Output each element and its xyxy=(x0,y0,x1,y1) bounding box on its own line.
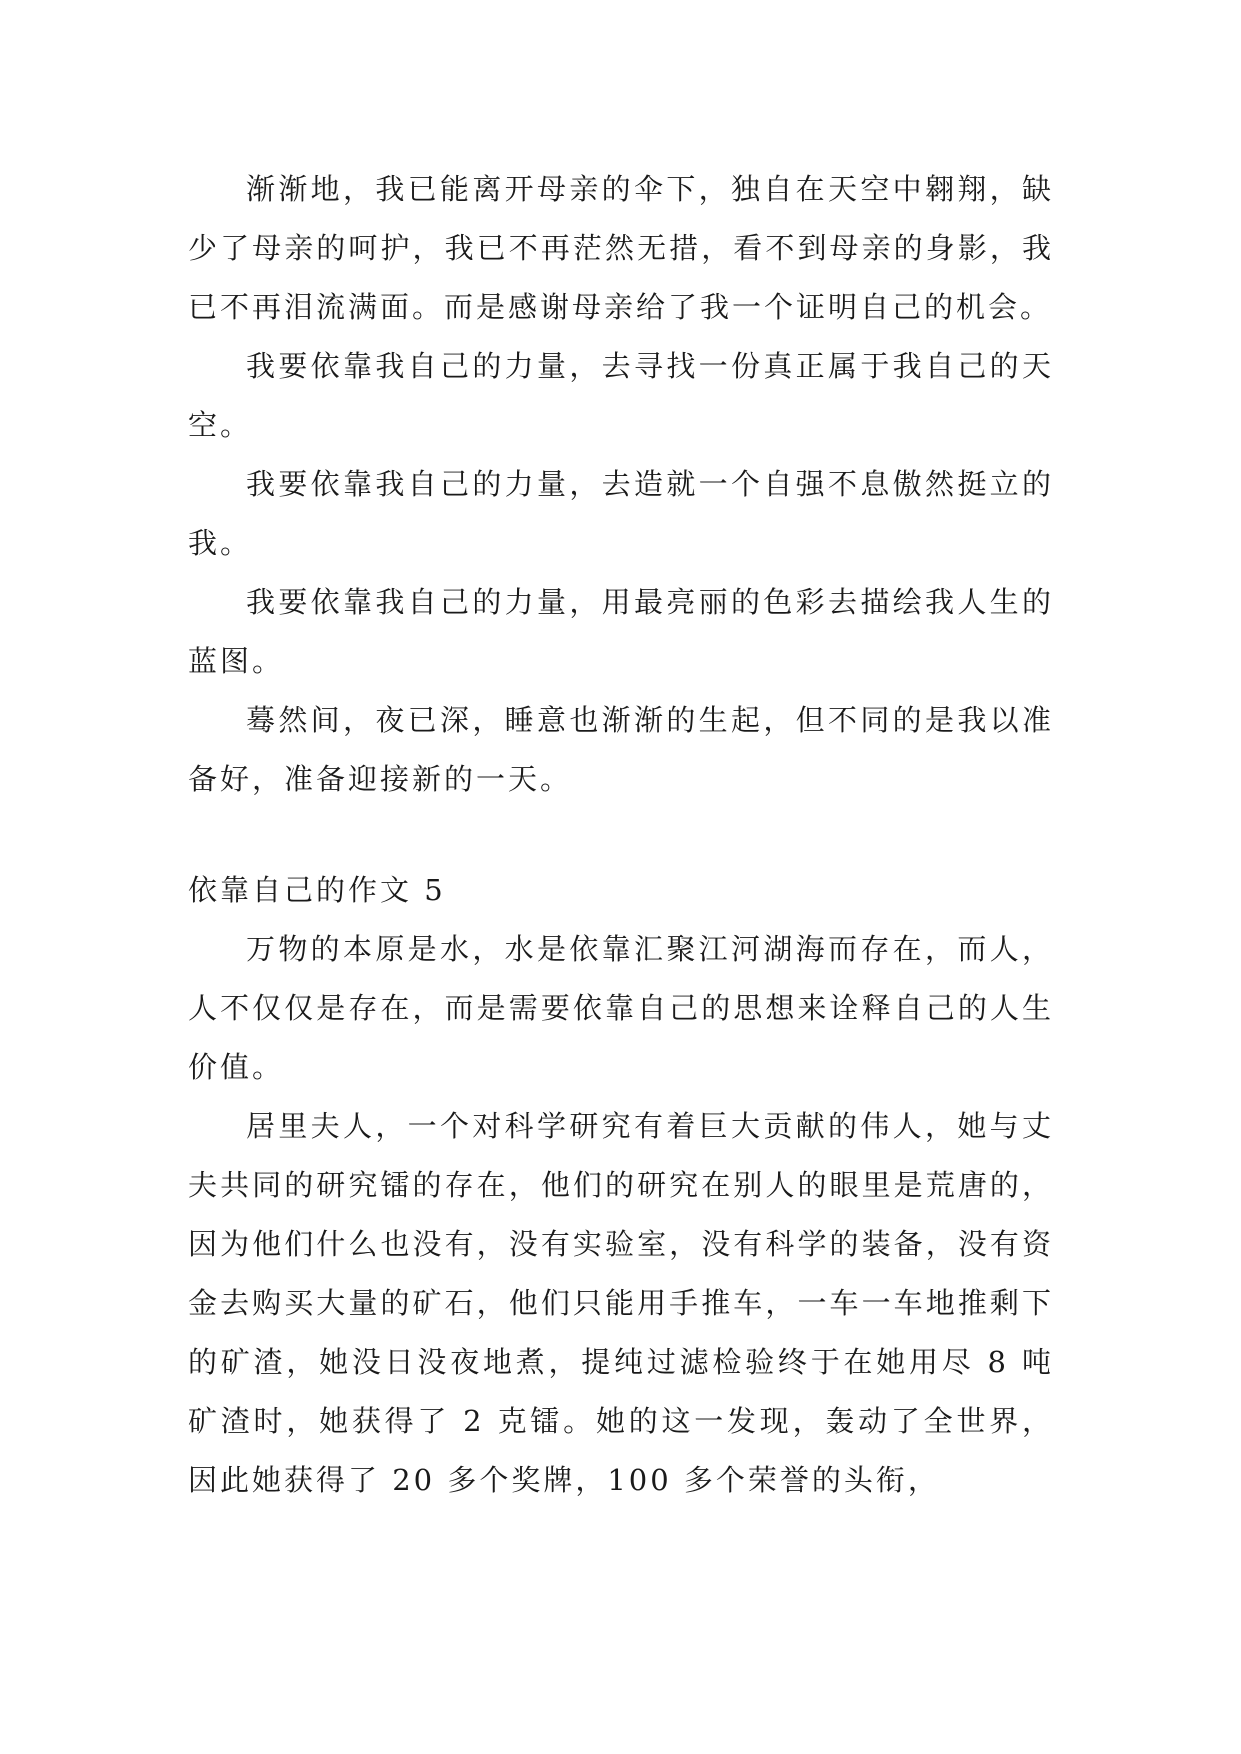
paragraph: 万物的本原是水，水是依靠汇聚江河湖海而存在，而人，人不仅仅是存在，而是需要依靠自己的思想来诠释自己的人生价值。 xyxy=(188,932,1054,1084)
paragraph: 我要依靠我自己的力量，去造就一个自强不息傲然挺立的我。 xyxy=(188,467,1054,560)
paragraph: 蓦然间，夜已深，睡意也渐渐的生起，但不同的是我以准备好，准备迎接新的一天。 xyxy=(188,703,1054,796)
paragraph: 我要依靠我自己的力量，用最亮丽的色彩去描绘我人生的蓝图。 xyxy=(188,585,1054,678)
section-title: 依靠自己的作文 5 xyxy=(188,873,446,907)
paragraph: 渐渐地，我已能离开母亲的伞下，独自在天空中翱翔，缺少了母亲的呵护，我已不再茫然无措，看不到母亲的身影，我已不再泪流满面。而是感谢母亲给了我一个证明自己的机会。 xyxy=(188,172,1054,324)
paragraph: 居里夫人，一个对科学研究有着巨大贡献的伟人，她与丈夫共同的研究镭的存在，他们的研究在别人的眼里是荒唐的，因为他们什么也没有，没有实验室，没有科学的装备，没有资金去购买大量的矿石，他们只能用手推车，一车一车地推剩下的矿渣，她没日没夜地煮，提纯过滤检验终于在她用尽 8 吨矿渣时，她获得了 2 克镭。她的这一发现，轰动了全世界，因此她获得了 20 多个奖牌，100 多个荣誉的头衔， xyxy=(188,1109,1054,1497)
document-body xyxy=(188,160,1054,1510)
paragraph: 我要依靠我自己的力量，去寻找一份真正属于我自己的天空。 xyxy=(188,349,1054,442)
